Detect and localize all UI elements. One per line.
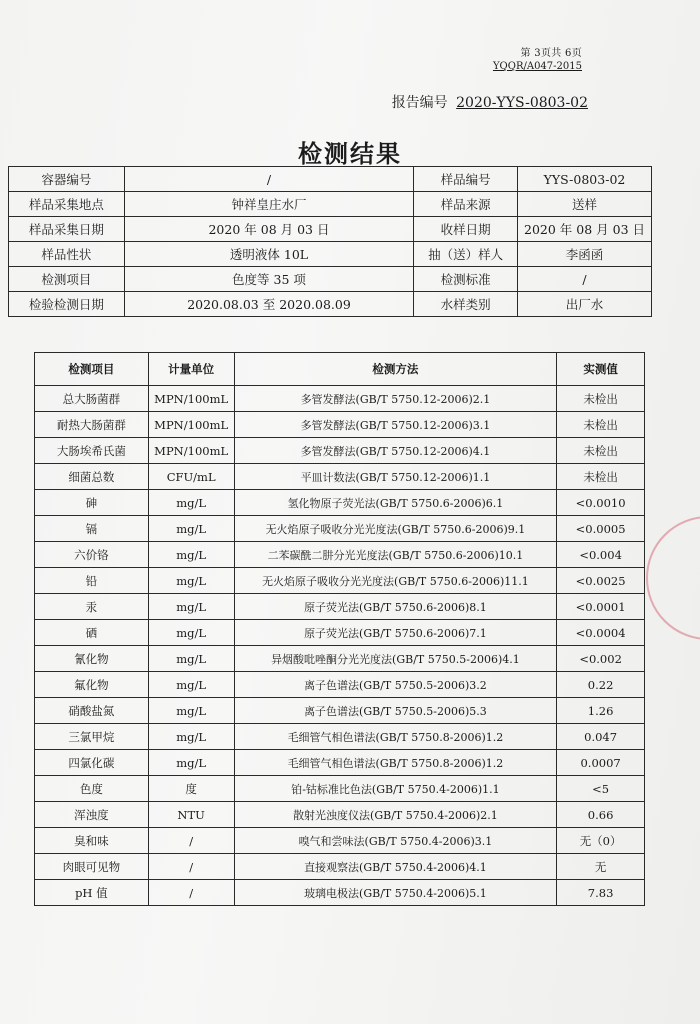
info-value: 2020 年 08 月 03 日 [124, 217, 413, 242]
result-value: <0.0025 [557, 568, 645, 594]
results-row [35, 464, 645, 490]
result-item: 铅 [35, 568, 149, 594]
result-value: <5 [557, 776, 645, 802]
page-title: 检测结果 [298, 139, 402, 168]
info-label: 检验检测日期 [9, 292, 125, 317]
result-value: 未检出 [557, 438, 645, 464]
result-unit: mg/L [148, 542, 234, 568]
results-row [35, 542, 645, 568]
info-label: 抽（送）样人 [414, 242, 518, 267]
result-unit: mg/L [148, 750, 234, 776]
report-number: 2020-YYS-0803-02 [456, 95, 588, 111]
info-value: 送样 [518, 192, 652, 217]
result-method: 多管发酵法(GB/T 5750.12-2006)3.1 [234, 412, 557, 438]
result-unit: MPN/100mL [148, 438, 234, 464]
info-value: 李函函 [518, 242, 652, 267]
result-unit: mg/L [148, 724, 234, 750]
result-method: 散射光浊度仪法(GB/T 5750.4-2006)2.1 [234, 802, 557, 828]
info-value: 钟祥皇庄水厂 [124, 192, 413, 217]
info-label: 检测标准 [414, 267, 518, 292]
results-row [35, 620, 645, 646]
result-item: 大肠埃希氏菌 [35, 438, 149, 464]
info-label: 样品采集地点 [9, 192, 125, 217]
result-item: 砷 [35, 490, 149, 516]
result-item: 肉眼可见物 [35, 854, 149, 880]
info-row [9, 167, 652, 192]
result-item: 总大肠菌群 [35, 386, 149, 412]
result-unit: mg/L [148, 698, 234, 724]
result-method: 铂-钴标准比色法(GB/T 5750.4-2006)1.1 [234, 776, 557, 802]
result-method: 毛细管气相色谱法(GB/T 5750.8-2006)1.2 [234, 750, 557, 776]
result-value: <0.0001 [557, 594, 645, 620]
results-row [35, 724, 645, 750]
results-row [35, 750, 645, 776]
result-unit: mg/L [148, 646, 234, 672]
result-item: 六价铬 [35, 542, 149, 568]
result-item: 镉 [35, 516, 149, 542]
result-value: <0.0005 [557, 516, 645, 542]
info-value: 2020 年 08 月 03 日 [518, 217, 652, 242]
results-table [34, 352, 645, 906]
info-label: 检测项目 [9, 267, 125, 292]
red-seal-stamp [646, 516, 700, 640]
info-label: 容器编号 [9, 167, 125, 192]
results-row [35, 490, 645, 516]
result-method: 多管发酵法(GB/T 5750.12-2006)4.1 [234, 438, 557, 464]
results-row [35, 412, 645, 438]
result-unit: mg/L [148, 594, 234, 620]
result-item: 氟化物 [35, 672, 149, 698]
result-method: 无火焰原子吸收分光光度法(GB/T 5750.6-2006)11.1 [234, 568, 557, 594]
info-row [9, 217, 652, 242]
result-unit: mg/L [148, 516, 234, 542]
result-item: 硝酸盐氮 [35, 698, 149, 724]
result-method: 玻璃电极法(GB/T 5750.4-2006)5.1 [234, 880, 557, 906]
result-value: <0.0010 [557, 490, 645, 516]
result-unit: 度 [148, 776, 234, 802]
results-row [35, 854, 645, 880]
result-method: 嗅气和尝味法(GB/T 5750.4-2006)3.1 [234, 828, 557, 854]
info-value: / [124, 167, 413, 192]
result-method: 异烟酸吡唑酮分光光度法(GB/T 5750.5-2006)4.1 [234, 646, 557, 672]
report-number-label: 报告编号 [391, 95, 448, 111]
result-unit: NTU [148, 802, 234, 828]
result-method: 氢化物原子荧光法(GB/T 5750.6-2006)6.1 [234, 490, 557, 516]
results-row [35, 776, 645, 802]
result-value: 无 [557, 854, 645, 880]
result-value: 1.26 [557, 698, 645, 724]
sample-info-table [8, 166, 652, 317]
result-item: pH 值 [35, 880, 149, 906]
result-item: 氰化物 [35, 646, 149, 672]
result-unit: / [148, 828, 234, 854]
result-unit: MPN/100mL [148, 386, 234, 412]
result-item: 浑浊度 [35, 802, 149, 828]
result-method: 原子荧光法(GB/T 5750.6-2006)8.1 [234, 594, 557, 620]
info-value: 2020.08.03 至 2020.08.09 [124, 292, 413, 317]
result-unit: / [148, 854, 234, 880]
result-unit: mg/L [148, 490, 234, 516]
result-item: 三氯甲烷 [35, 724, 149, 750]
info-value: YYS-0803-02 [518, 167, 652, 192]
header-value: 实测值 [557, 353, 645, 386]
info-row [9, 267, 652, 292]
result-value: <0.004 [557, 542, 645, 568]
result-method: 原子荧光法(GB/T 5750.6-2006)7.1 [234, 620, 557, 646]
result-unit: CFU/mL [148, 464, 234, 490]
report-number-line [392, 92, 588, 112]
result-value: 未检出 [557, 464, 645, 490]
result-item: 硒 [35, 620, 149, 646]
result-value: 7.83 [557, 880, 645, 906]
result-value: 无（0） [557, 828, 645, 854]
result-value: <0.002 [557, 646, 645, 672]
result-value: 0.22 [557, 672, 645, 698]
results-row [35, 698, 645, 724]
header-method: 检测方法 [234, 353, 557, 386]
result-value: 0.047 [557, 724, 645, 750]
results-header-row [35, 353, 645, 386]
result-unit: MPN/100mL [148, 412, 234, 438]
result-method: 二苯碳酰二肼分光光度法(GB/T 5750.6-2006)10.1 [234, 542, 557, 568]
result-unit: mg/L [148, 620, 234, 646]
result-unit: mg/L [148, 568, 234, 594]
results-row [35, 880, 645, 906]
info-label: 水样类别 [414, 292, 518, 317]
result-unit: mg/L [148, 672, 234, 698]
result-unit: / [148, 880, 234, 906]
result-method: 直接观察法(GB/T 5750.4-2006)4.1 [234, 854, 557, 880]
results-row [35, 672, 645, 698]
header-item: 检测项目 [35, 353, 149, 386]
result-value: 未检出 [557, 412, 645, 438]
result-method: 无火焰原子吸收分光光度法(GB/T 5750.6-2006)9.1 [234, 516, 557, 542]
results-row [35, 802, 645, 828]
result-item: 色度 [35, 776, 149, 802]
result-value: 0.66 [557, 802, 645, 828]
result-item: 耐热大肠菌群 [35, 412, 149, 438]
result-method: 平皿计数法(GB/T 5750.12-2006)1.1 [234, 464, 557, 490]
result-item: 四氯化碳 [35, 750, 149, 776]
result-item: 臭和味 [35, 828, 149, 854]
info-row [9, 192, 652, 217]
info-row [9, 292, 652, 317]
result-method: 离子色谱法(GB/T 5750.5-2006)5.3 [234, 698, 557, 724]
info-row [9, 242, 652, 267]
info-value: 出厂水 [518, 292, 652, 317]
info-label: 样品采集日期 [9, 217, 125, 242]
info-label: 样品来源 [414, 192, 518, 217]
result-value: <0.0004 [557, 620, 645, 646]
result-item: 细菌总数 [35, 464, 149, 490]
results-row [35, 594, 645, 620]
results-row [35, 386, 645, 412]
info-value: 透明液体 10L [124, 242, 413, 267]
document-code: YQQR/A047-2015 [492, 61, 582, 72]
results-row [35, 516, 645, 542]
result-value: 0.0007 [557, 750, 645, 776]
info-label: 收样日期 [414, 217, 518, 242]
page-number: 第 3页共 6页 [520, 48, 582, 59]
info-value: / [518, 267, 652, 292]
info-label: 样品编号 [414, 167, 518, 192]
results-row [35, 646, 645, 672]
result-value: 未检出 [557, 386, 645, 412]
result-item: 汞 [35, 594, 149, 620]
header-unit: 计量单位 [148, 353, 234, 386]
result-method: 离子色谱法(GB/T 5750.5-2006)3.2 [234, 672, 557, 698]
results-row [35, 568, 645, 594]
info-label: 样品性状 [9, 242, 125, 267]
result-method: 多管发酵法(GB/T 5750.12-2006)2.1 [234, 386, 557, 412]
results-row [35, 828, 645, 854]
results-row [35, 438, 645, 464]
result-method: 毛细管气相色谱法(GB/T 5750.8-2006)1.2 [234, 724, 557, 750]
info-value: 色度等 35 项 [124, 267, 413, 292]
